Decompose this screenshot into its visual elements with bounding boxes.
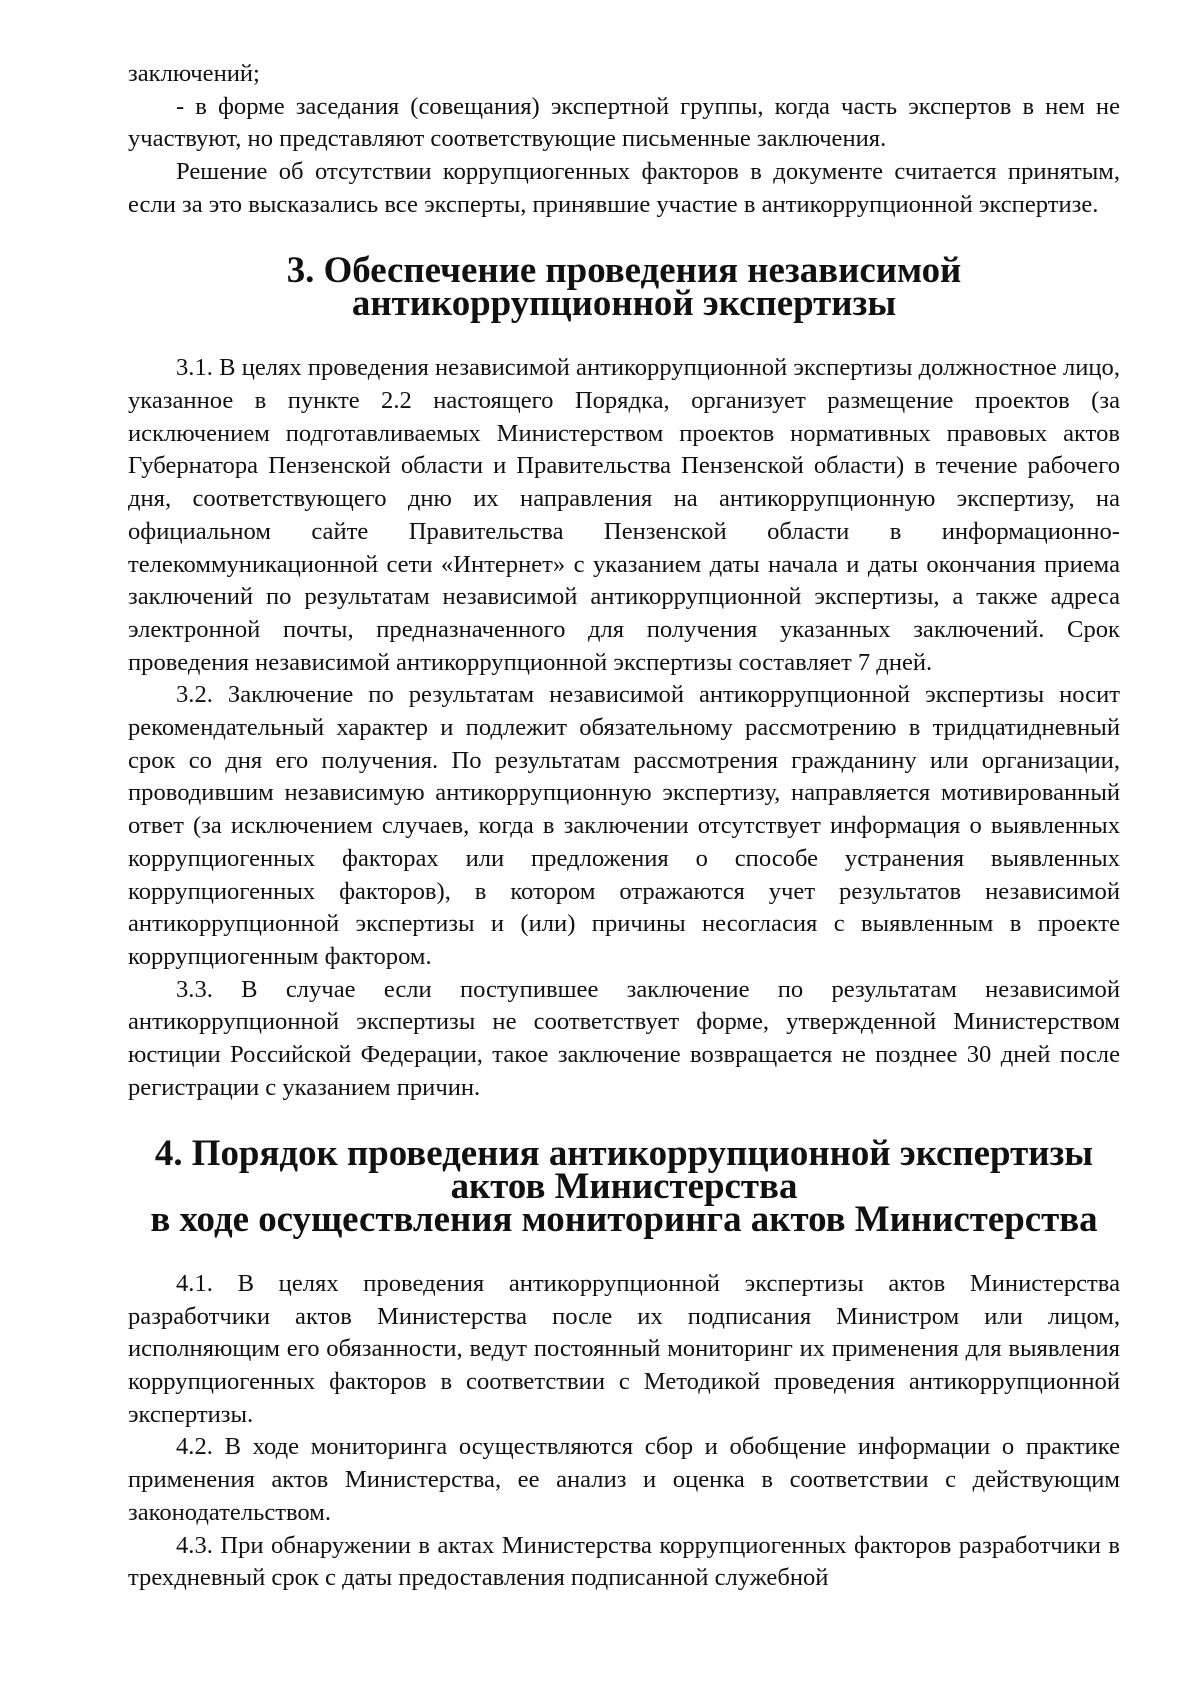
section-4-heading — [128, 1132, 1120, 1239]
section-4-heading-line-1: 4. Порядок проведения антикоррупционной экспертизы актов Министерства — [154, 1132, 1094, 1206]
paragraph-3-2: 3.2. Заключение по результатам независимой антикоррупционной экспертизы носит рекомендательный характер и подлежит обязательному рассмотрению в тридцатидневный срок со дня его получения. По результатам рассмотрения гражданину или организации, проводившим независимую антикоррупционную экспертизу, направляется мотивированный ответ (за исключением случаев, когда в заключении отсутствует информация о выявленных коррупциогенных факторах или предложения о способе устранения выявленных коррупциогенных факторов), в котором отражаются учет результатов независимой антикоррупционной экспертизы и (или) причины несогласия с выявленным в проекте коррупциогенным фактором. — [128, 681, 1120, 970]
paragraph-4-2: 4.2. В ходе мониторинга осуществляются сбор и обобщение информации о практике применения актов Министерства, ее анализ и оценка в соответствии с действующим законодательством. — [128, 1433, 1120, 1526]
paragraph-4-3: 4.3. При обнаружении в актах Министерства коррупциогенных факторов разработчики в трехдневный срок с даты предоставления подписанной служебной — [128, 1531, 1120, 1592]
paragraph-meeting-form: - в форме заседания (совещания) экспертной группы, когда часть экспертов в нем не участвуют, но представляют соответствующие письменные заключения. — [128, 92, 1120, 153]
section-spacer — [128, 1235, 1120, 1268]
lead-in-text: заключений; — [128, 60, 260, 87]
section-3-heading: 3. Обеспечение проведения независимой антикоррупционной экспертизы — [286, 249, 962, 323]
paragraph-4-1: 4.1. В целях проведения антикоррупционной экспертизы актов Министерства разработчики актов Министерства после их подписания Министром или лицом, исполняющим его обязанности, ведут постоянный мониторинг их применения для выявления коррупциогенных факторов в соответствии с Методикой проведения антикоррупционной экспертизы. — [128, 1269, 1120, 1428]
paragraph-3-1: 3.1. В целях проведения независимой антикоррупционной экспертизы должностное лицо, указанное в пункте 2.2 настоящего Порядка, организует размещение проектов (за исключением подготавливаемых Министерством проектов нормативных правовых актов Губернатора Пензенской области и Правительства Пензенской области) в течение рабочего дня, соответствующего дню их направления на антикоррупционную экспертизу, на официальном сайте Правительства Пензенской области в информационно-телекоммуникационной сети «Интернет» с указанием даты начала и даты окончания приема заключений по результатам независимой антикоррупционной экспертизы, а также адреса электронной почты, предназначенного для получения указанных заключений. Срок проведения независимой антикоррупционной экспертизы составляет 7 дней. — [128, 354, 1120, 676]
section-4-heading-line-2: в ходе осуществления мониторинга актов Министерства — [150, 1197, 1098, 1239]
paragraph-3-3: 3.3. В случае если поступившее заключение по результатам независимой антикоррупционной экспертизы не соответствует форме, утвержденной Министерством юстиции Российской Федерации, такое заключение возвращается не позднее 30 дней после регистрации с указанием причин. — [128, 975, 1120, 1101]
paragraph-decision: Решение об отсутствии коррупциогенных факторов в документе считается принятым, если за это высказались все эксперты, принявшие участие в антикоррупционной экспертизе. — [128, 158, 1120, 218]
section-spacer — [128, 320, 1120, 353]
